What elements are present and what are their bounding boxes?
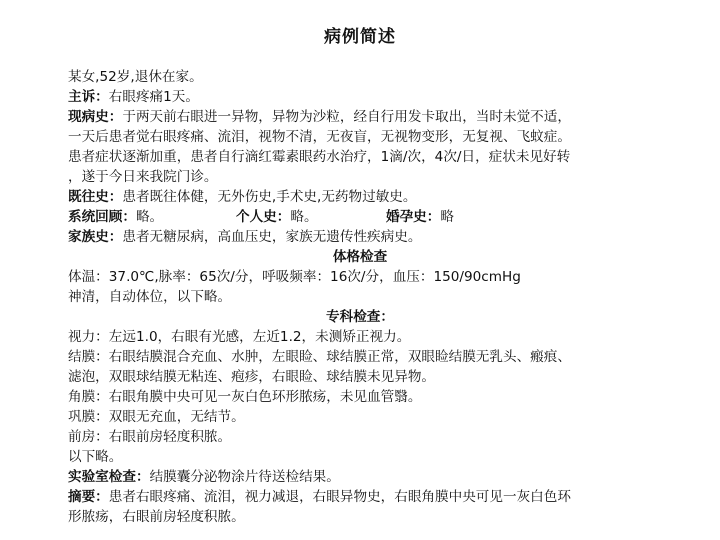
personal-history-label: 个人史：	[236, 209, 291, 225]
chief-complaint-text: 右眼疼痛1天。	[108, 89, 199, 105]
specialty-exam-heading: 专科检查：	[326, 309, 394, 325]
conjunctiva-exam-line-1: 结膜：右眼结膜混合充血、水肿，左眼睑、球结膜正常，双眼睑结膜无乳头、瘢痕、	[68, 349, 571, 365]
anterior-chamber-exam: 前房：右眼前房轻度积脓。	[68, 429, 232, 445]
marital-history-label: 婚孕史：	[386, 209, 441, 225]
chief-complaint-label: 主诉：	[68, 89, 109, 105]
past-history	[68, 187, 700, 207]
present-illness-line-1	[68, 107, 700, 127]
systems-review-label: 系统回顾：	[68, 209, 136, 225]
past-history-label: 既往史：	[68, 189, 123, 205]
present-illness-line-3: 患者症状逐渐加重，患者自行滴红霉素眼药水治疗，1滴/次，4次/日，症状未见好转	[68, 149, 571, 165]
family-history-label: 家族史：	[68, 229, 123, 245]
general-exam: 神清，自动体位，以下略。	[68, 289, 232, 305]
summary-line-2: 形脓疡，右眼前房轻度积脓。	[68, 509, 245, 525]
family-history	[68, 227, 700, 247]
present-illness-line-2: 一天后患者觉右眼疼痛、流泪，视物不清，无夜盲，无视物变形，无复视、飞蚊症。	[68, 129, 571, 145]
conjunctiva-exam-line-2: 滤泡，双眼球结膜无粘连、疱疹，右眼睑、球结膜未见异物。	[68, 369, 436, 385]
summary-text-1: 患者右眼疼痛、流泪，视力减退，右眼异物史，右眼角膜中央可见一灰白色环	[108, 489, 571, 505]
family-history-text: 患者无糖尿病，高血压史，家族无遗传性疾病史。	[122, 229, 422, 245]
sclera-exam: 巩膜：双眼无充血，无结节。	[68, 409, 245, 425]
summary-line-1	[68, 487, 700, 507]
present-illness-line-4: ，遂于今日来我院门诊。	[68, 169, 218, 185]
physical-exam-heading: 体格检查	[332, 249, 388, 265]
summary-label: 摘要：	[68, 489, 109, 505]
systems-review-text: 略。	[135, 209, 164, 225]
patient-intro: 某女,52岁,退休在家。	[68, 69, 203, 85]
lab-exam-text: 结膜囊分泌物涂片待送检结果。	[149, 469, 340, 485]
present-illness-label: 现病史：	[68, 109, 123, 125]
remaining-omitted: 以下略。	[68, 449, 123, 465]
personal-history-text: 略。	[290, 209, 318, 225]
page-title: 病例简述	[324, 27, 396, 47]
past-history-text: 患者既往体健，无外伤史,手术史,无药物过敏史。	[122, 189, 417, 205]
vision-exam: 视力：左远1.0，右眼有光感，左近1.2，未测矫正视力。	[68, 329, 411, 345]
present-illness-text-1: 于两天前右眼进一异物，异物为沙粒，经自行用发卡取出，当时未觉不适，	[122, 109, 571, 125]
lab-exam-label: 实验室检查：	[68, 469, 150, 485]
lab-exam	[68, 467, 700, 487]
chief-complaint	[68, 87, 700, 107]
marital-history-text: 略	[440, 209, 454, 225]
vital-signs: 体温：37.0℃,脉率：65次/分，呼吸频率：16次/分，血压：150/90cmHg	[68, 269, 521, 285]
cornea-exam: 角膜：右眼角膜中央可见一灰白色环形脓疡，未见血管翳。	[68, 389, 422, 405]
